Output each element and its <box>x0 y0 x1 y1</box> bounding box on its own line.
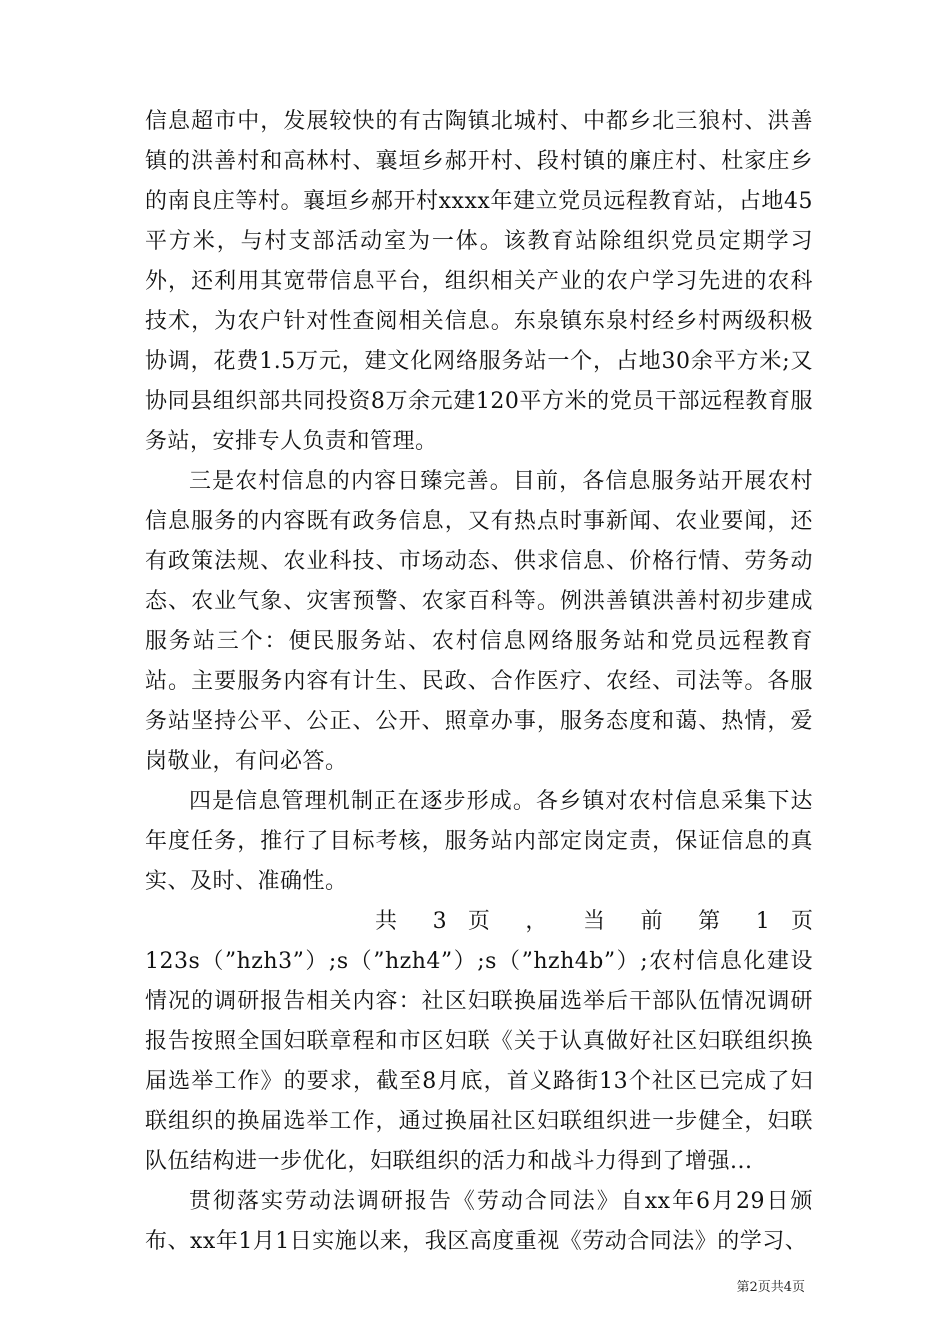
paragraph-info-supermarket: 信息超市中，发展较快的有古陶镇北城村、中都乡北三狼村、洪善镇的洪善村和高林村、襄垣乡郝开村、段村镇的廉庄村、杜家庄乡的南良庄等村。襄垣乡郝开村xxxx年建立党员远程教育站，占地45平方米，与村支部活动室为一体。该教育站除组织党员定期学习外，还利用其宽带信息平台，组织相关产业的农户学习先进的农科技术，为农户针对性查阅相关信息。东泉镇东泉村经乡村两级积极协调，花费1.5万元，建文化网络服务站一个，占地30余平方米;又协同县组织部共同投资8万余元建120平方米的党员干部远程教育服务站，安排专人负责和管理。 <box>145 109 813 454</box>
document-body <box>145 102 813 1262</box>
pager-text: 共 3 页 ， 当 前 第 1 页 <box>375 909 813 934</box>
paragraph-info-management: 四是信息管理机制正在逐步形成。各乡镇对农村信息采集下达年度任务，推行了目标考核，服务站内部定岗定责，保证信息的真实、及时、准确性。 <box>145 789 813 894</box>
paragraph-related-content: 123s（”hzh3”）;s（”hzh4”）;s（”hzh4b”）;农村信息化建设情况的调研报告相关内容：社区妇联换届选举后干部队伍情况调研报告按照全国妇联章程和市区妇联《关于认真做好社区妇联组织换届选举工作》的要求，截至8月底，首义路街13个社区已完成了妇联组织的换届选举工作，通过换届社区妇联组织进一步健全，妇联队伍结构进一步优化，妇联组织的活力和战斗力得到了增强... <box>145 949 813 1174</box>
page-footer: 第2页共4页 <box>736 1280 805 1295</box>
paragraph-labor-law: 贯彻落实劳动法调研报告《劳动合同法》自xx年6月29日颁布、xx年1月1日实施以来，我区高度重视《劳动合同法》的学习、 <box>145 1189 813 1254</box>
paragraph-info-content: 三是农村信息的内容日臻完善。目前，各信息服务站开展农村信息服务的内容既有政务信息，又有热点时事新闻、农业要闻，还有政策法规、农业科技、市场动态、供求信息、价格行情、劳务动态、农业气象、灾害预警、农家百科等。例洪善镇洪善村初步建成服务站三个：便民服务站、农村信息网络服务站和党员远程教育站。主要服务内容有计生、民政、合作医疗、农经、司法等。各服务站坚持公平、公正、公开、照章办事，服务态度和蔼、热情，爱岗敬业，有问必答。 <box>145 469 813 774</box>
